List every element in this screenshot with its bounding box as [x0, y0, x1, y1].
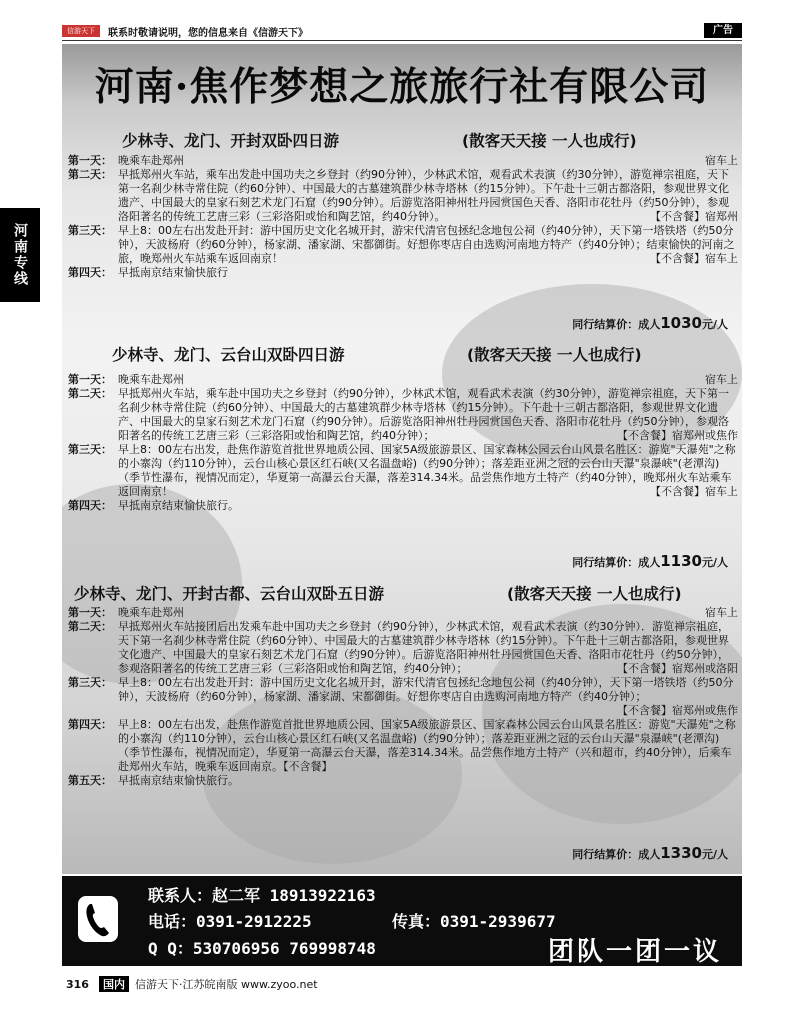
contact-phone: 电话：0391-2912225 — [148, 912, 312, 931]
tour-name: 少林寺、龙门、开封双卧四日游 — [122, 132, 340, 150]
top-bar — [62, 22, 742, 41]
page-number: 316 — [66, 977, 89, 991]
contact-person: 联系人：赵二军 18913922163 — [148, 886, 376, 905]
tour-2-itinerary — [68, 373, 738, 513]
page-footer — [66, 976, 318, 992]
itinerary-day: 第三天： 早上8：00左右出发赴开封：游中国历史文化名城开封，游宋代清官包拯纪念地包公祠（约40分钟），天下第一塔铁塔（约50分钟），天波杨府（约60分钟），杨家湖、潘家湖、宋都御街。好想你枣店自由选购河南地方特产（约40分钟）； 【不含餐】宿郑州或焦作 — [68, 676, 738, 717]
tour-1-itinerary — [68, 154, 738, 280]
section-badge: 国内 — [99, 976, 129, 992]
company-name: 河南·焦作梦想之旅旅行社有限公司 — [94, 64, 710, 110]
itinerary-day: 第四天： 早抵南京结束愉快旅行。 — [68, 499, 239, 512]
publication-logo: 信游天下 — [62, 25, 100, 37]
advert-card — [62, 44, 742, 966]
section-side-label: 河南专线 — [0, 208, 40, 302]
tour-tag: (散客天天接 一人也成行) — [507, 585, 682, 603]
itinerary-day: 第二天： 早抵郑州火车站接团后出发乘车赴中国功夫之乡登封（约90分钟），少林武术馆，观看武术表演（约30分钟）．游览禅宗祖庭，天下第一名刹少林寺常住院（约60分钟）、中国最大的古墓建筑群少林寺塔林（约15分钟）。下午赴十三朝古都洛阳，参观世界文化遗产、中国最大的皇家石刻艺术龙门石窟（约90分钟）。后游览洛阳神州牡丹园赏国色天香、洛阳市花牡丹（约50分钟），参观洛阳著名的传统工艺唐三彩（三彩洛阳或怡和陶艺馆，约40分钟）； 【不含餐】宿郑州或洛阳 — [68, 620, 738, 675]
slogan: 团队一团一议 — [547, 937, 722, 966]
footer-text: 信游天下·江苏皖南版 www.zyoo.net — [134, 978, 318, 991]
itinerary-day: 第一天： 宿车上 晚乘车赴郑州 — [68, 606, 738, 619]
tour-name: 少林寺、龙门、云台山双卧四日游 — [112, 346, 345, 364]
itinerary-day: 第二天： 早抵郑州火车站，乘车赴中国功夫之乡登封（约90分钟），少林武术馆，观看武术表演（约30分钟），游览禅宗祖庭，天下第一名刹少林寺常住院（约60分钟）、中国最大的古墓建筑群少林寺塔林（约15分钟）。下午赴十三朝古都洛阳，参观世界文化遗产、中国最大的皇家石刻艺术龙门石窟（约90分钟）。后游览洛阳神州牡丹园赏国色天香、洛阳市花牡丹（约50分钟），参观洛阳著名的传统工艺唐三彩（三彩洛阳或怡和陶艺馆，约40分钟）； 【不含餐】宿郑州或焦作 — [68, 387, 738, 442]
tour-tag: (散客天天接 一人也成行) — [467, 346, 642, 364]
tour-1-price: 同行结算价：成人1030元/人 — [572, 314, 728, 332]
itinerary-day: 第三天： 早上8：00左右出发，赴焦作游览首批世界地质公园、国家5A级旅游景区、国家森林公园云台山风景名胜区：游览"天瀑苑"之称的小寨沟（约110分钟），云台山核心景区红石峡(又名温盘峪)（约90分钟）；落差距亚洲之冠的云台山天瀑"泉瀑峡"(老潭沟)（季节性瀑布，视情况而定），华夏第一高瀑云台天瀑，落差314.34米。品尝焦作地方土特产（约40分钟），晚郑州火车站乘车返回南京！ 【不含餐】宿车上 — [68, 443, 738, 498]
contact-qq: Q Q：530706956 769998748 — [148, 939, 376, 958]
itinerary-day: 第一天： 宿车上 晚乘车赴郑州 — [68, 154, 738, 167]
ad-label: 广告 — [704, 23, 742, 38]
itinerary-day: 第二天： 早抵郑州火车站，乘车出发赴中国功夫之乡登封（约90分钟），少林武术馆，观看武术表演（约30分钟），游览禅宗祖庭，天下第一名刹少林寺常住院（约60分钟）、中国最大的古墓建筑群少林寺塔林（约15分钟）。下午赴十三朝古都洛阳，参观世界文化遗产、中国最大的皇家石刻艺术龙门石窟（约90分钟）。后游览洛阳神州牡丹园赏国色天香、洛阳市花牡丹（约50分钟），参观洛阳著名的传统工艺唐三彩（三彩洛阳或怡和陶艺馆，约40分钟）。 【不含餐】宿郑州 — [68, 168, 738, 223]
itinerary-day: 第一天： 宿车上 晚乘车赴郑州 — [68, 373, 738, 386]
phone-icon — [76, 894, 120, 944]
itinerary-day: 第三天： 早上8：00左右出发赴开封：游中国历史文化名城开封，游宋代清官包拯纪念地包公祠（约40分钟），天下第一塔铁塔（约50分钟），天波杨府（约60分钟），杨家湖、潘家湖、宋都御街。好想你枣店自由选购河南地方特产（约40分钟）；结束愉快的河南之旅，晚郑州火车站乘车返回南京！ 【不含餐】宿车上 — [68, 224, 738, 265]
itinerary-day: 第四天： 早上8：00左右出发，赴焦作游览首批世界地质公园、国家5A级旅游景区、国家森林公园云台山风景名胜区：游览"天瀑苑"之称的小寨沟（约110分钟），云台山核心景区红石峡(又名温盘峪)（约90分钟）；落差距亚洲之冠的云台山天瀑"泉瀑峡"(老潭沟)（季节性瀑布，视情况而定），华夏第一高瀑云台天瀑，落差314.34米。品尝焦作地方土特产（兴和超市，约40分钟），后乘车赴郑州火车站，晚乘车返回南京。【不含餐】 — [68, 718, 736, 773]
itinerary-day: 第四天： 早抵南京结束愉快旅行 — [68, 266, 228, 279]
tour-name: 少林寺、龙门、开封古都、云台山双卧五日游 — [74, 585, 385, 603]
contact-fax: 传真：0391-2939677 — [392, 912, 556, 931]
tour-2-price: 同行结算价：成人1130元/人 — [572, 552, 728, 570]
contact-block — [62, 876, 742, 966]
itinerary-day: 第五天： 早抵南京结束愉快旅行。 — [68, 774, 239, 787]
tour-tag: (散客天天接 一人也成行) — [462, 132, 637, 150]
tour-3-price: 同行结算价：成人1330元/人 — [572, 844, 728, 862]
tour-3-itinerary — [68, 606, 738, 788]
source-notice: 联系时敬请说明，您的信息来自《信游天下》 — [108, 27, 308, 39]
